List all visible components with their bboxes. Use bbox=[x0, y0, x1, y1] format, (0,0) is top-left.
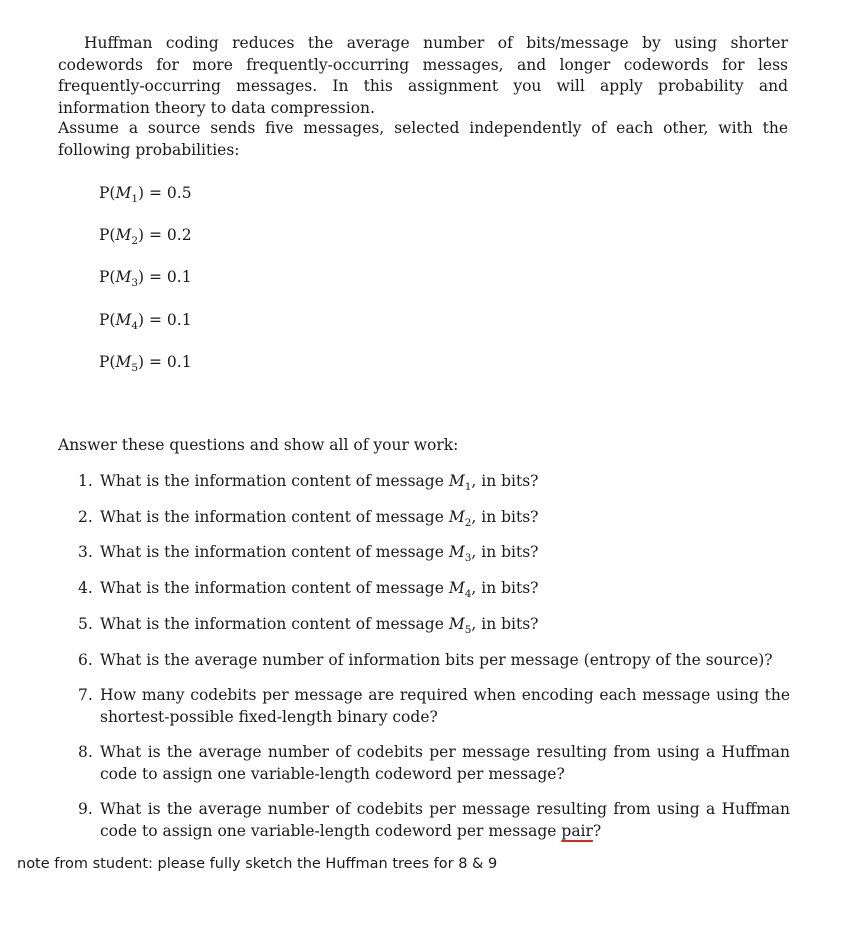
probability-m4: $P(M_4) = 0.1$ bbox=[99, 311, 192, 333]
probability-m3: $P(M_3) = 0.1$ bbox=[99, 268, 192, 290]
question-9: 9. What is the average number of codebits per message resulting from using a Huffman code to assign one variable-length codeword per message pair? bbox=[78, 800, 790, 840]
question-7: 7. How many codebits per message are required when encoding each message using the shortest-possible fixed-length binary code? bbox=[78, 686, 790, 726]
question-number: 8. bbox=[78, 743, 93, 761]
student-note: note from student: please fully sketch the Huffman trees for 8 & 9 bbox=[17, 856, 498, 872]
question-number: 1. bbox=[78, 472, 93, 490]
question-1: 1. What is the information content of message $M_1$, in bits? bbox=[78, 472, 539, 494]
probability-m2: $P(M_2) = 0.2$ bbox=[99, 226, 192, 248]
question-3: 3. What is the information content of message $M_3$, in bits? bbox=[78, 543, 539, 565]
question-number: 5. bbox=[78, 615, 93, 633]
assumption-paragraph: Assume a source sends five messages, selected independently of each other, with the following probabilities: bbox=[58, 119, 788, 159]
probability-m1: $P(M_1) = 0.5$ bbox=[99, 184, 192, 206]
question-4: 4. What is the information content of message $M_4$, in bits? bbox=[78, 579, 539, 601]
question-number: 7. bbox=[78, 686, 93, 704]
intro-paragraph: Huffman coding reduces the average number of bits/message by using shorter codewords for more frequently-occurring messages, and longer codewords for less frequently-occurring messages. In this assignment you will apply probability and information theory to data compression. bbox=[58, 34, 788, 117]
question-number: 2. bbox=[78, 508, 93, 526]
question-number: 9. bbox=[78, 800, 93, 818]
probability-m5: $P(M_5) = 0.1$ bbox=[99, 353, 192, 375]
question-8: 8. What is the average number of codebits per message resulting from using a Huffman code to assign one variable-length codeword per message? bbox=[78, 743, 790, 783]
answer-heading: Answer these questions and show all of your work: bbox=[58, 436, 459, 454]
question-number: 3. bbox=[78, 543, 93, 561]
spellcheck-underlined-word: pair bbox=[561, 821, 593, 840]
question-number: 6. bbox=[78, 651, 93, 669]
question-5: 5. What is the information content of message $M_5$, in bits? bbox=[78, 615, 539, 637]
question-2: 2. What is the information content of message $M_2$, in bits? bbox=[78, 508, 539, 530]
question-number: 4. bbox=[78, 579, 93, 597]
question-6: 6. What is the average number of information bits per message (entropy of the source)? bbox=[78, 650, 790, 672]
